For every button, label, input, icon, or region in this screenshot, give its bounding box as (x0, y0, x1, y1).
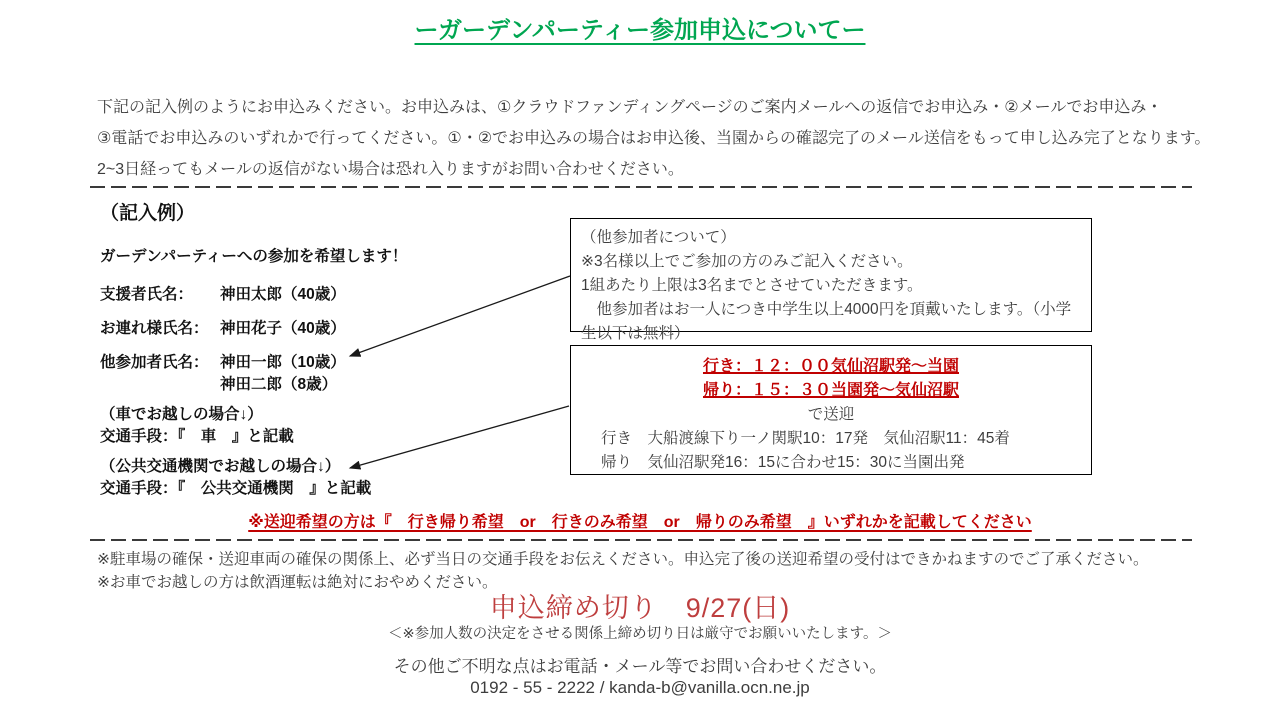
car-case-line: 交通手段：『 車 』と記載 (100, 428, 294, 445)
dashed-divider-bottom (90, 539, 1192, 541)
companion-row (100, 318, 346, 340)
shuttle-schedule-box (570, 345, 1092, 475)
deadline-note: ＜※参加人数の決定をさせる関係上締め切り日は厳守でお願いいたします。＞ (388, 626, 892, 642)
contact-phone-email: 0192 - 55 - 2222 / kanda-b@vanilla.ocn.ne.jp (470, 678, 810, 697)
note-parking: ※駐車場の確保・送迎車両の確保の関係上、必ず当日の交通手段をお伝えください。申込完了後の送迎希望の受付はできかねますのでご了承ください。 (97, 551, 1149, 568)
other-participants-values (220, 352, 346, 396)
arrow-to-public-transport-icon (350, 406, 569, 468)
box1-line-3: 1組あたり上限は3名までとさせていただきます。 (581, 277, 923, 294)
supporter-label: 支援者氏名： (100, 286, 194, 303)
other-participants-row (100, 352, 346, 396)
shuttle-return-header: 帰り：１５：３０当園発～気仙沼駅 (702, 382, 959, 399)
other-participants-info-box (570, 218, 1092, 342)
car-case-block (100, 404, 294, 448)
shuttle-mid-label: で送迎 (807, 406, 855, 423)
note-drunk-driving: ※お車でお越しの方は飲酒運転は絶対におやめください。 (97, 574, 498, 591)
supporter-row (100, 284, 346, 306)
other-participant-2: 神田二郎（8歳） (220, 376, 338, 393)
other-participant-1: 神田一郎（10歳） (220, 354, 346, 371)
other-participants-label: 他参加者氏名： (100, 354, 209, 371)
dashed-divider-top (90, 186, 1192, 188)
supporter-value: 神田太郎（40歳） (220, 286, 346, 303)
example-wish: ガーデンパーティーへの参加を希望します！ (100, 248, 408, 265)
shuttle-going-header: 行き：１２：００気仙沼駅発～当園 (702, 358, 959, 375)
box1-line-1: （他参加者について） (581, 229, 736, 246)
shuttle-request-note: ※送迎希望の方は『 行き帰り希望 or 行きのみ希望 or 帰りのみ希望 』いずれかを記載してください (248, 514, 1032, 531)
deadline-title: 申込締め切り 9/27(日) (489, 593, 791, 623)
box1-line-4: 他参加者はお一人につき中学生以上4000円を頂戴いたします。（小学生以下は無料） (581, 301, 1072, 342)
example-heading: （記入例） (100, 203, 196, 224)
public-transport-line: 交通手段：『 公共交通機関 』と記載 (100, 480, 372, 497)
intro-line-1: 下記の記入例のようにお申込みください。お申込みは、①クラウドファンディングページのご案内メールへの返信でお申込み・②メールでお申込み・ (97, 99, 1163, 116)
shuttle-going-detail: 行き 大船渡線下り一ノ関駅10：17発 気仙沼駅11：45着 (601, 430, 1010, 447)
public-transport-note: （公共交通機関でお越しの場合↓） (100, 458, 341, 475)
arrow-to-other-participants-icon (350, 276, 570, 356)
public-transport-block (100, 456, 371, 500)
intro-paragraph (97, 92, 1222, 185)
contact-message: その他ご不明な点はお電話・メール等でお問い合わせください。 (393, 657, 887, 676)
shuttle-return-detail: 帰り 気仙沼駅発16：15に合わせ15：30に当園出発 (601, 454, 965, 471)
box1-line-2: ※3名様以上でご参加の方のみご記入ください。 (581, 253, 913, 270)
intro-line-3: 2~3日経ってもメールの返信がない場合は恐れ入りますがお問い合わせください。 (97, 161, 684, 178)
companion-value: 神田花子（40歳） (220, 320, 346, 337)
intro-line-2: ③電話でお申込みのいずれかで行ってください。①・②でお申込みの場合はお申込後、当園からの確認完了のメール送信をもって申し込み完了となります。 (97, 130, 1211, 147)
companion-label: お連れ様氏名： (100, 320, 209, 337)
page-title: ーガーデンパーティー参加申込についてー (414, 17, 866, 44)
car-case-note: （車でお越しの場合↓） (100, 406, 263, 423)
